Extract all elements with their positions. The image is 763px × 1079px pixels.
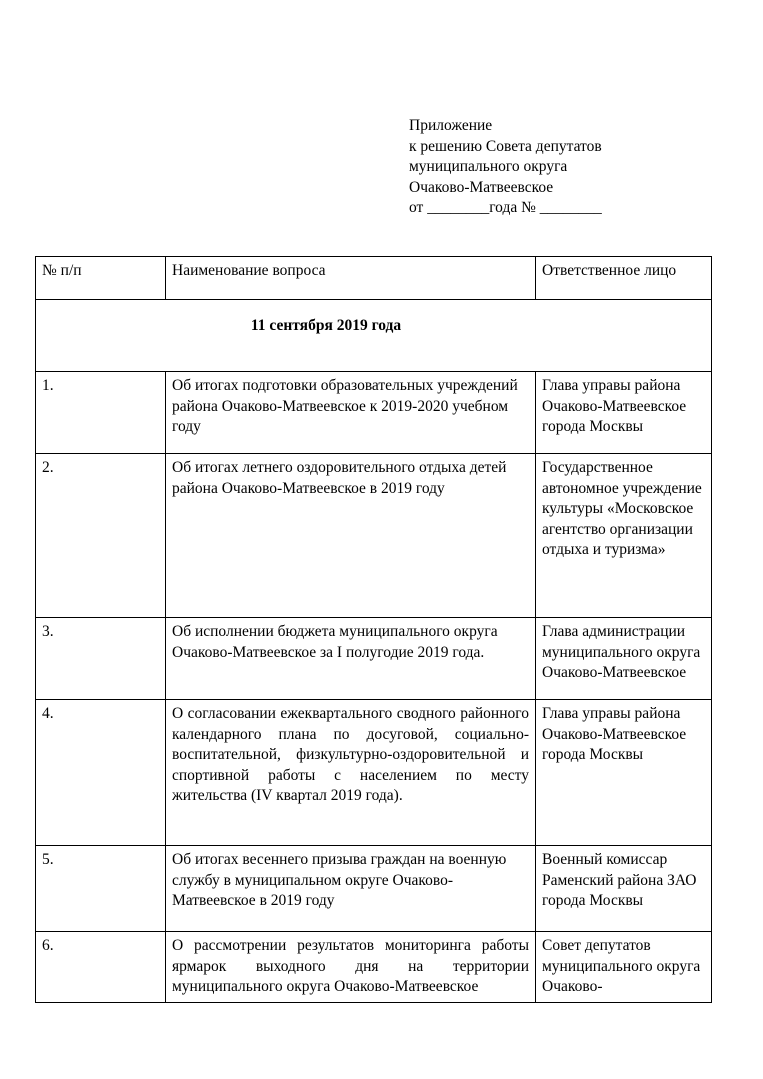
row-number: 6. [36, 932, 166, 1003]
header-line: от ________года № ________ [409, 199, 602, 217]
section-date-cell [36, 300, 712, 372]
row-issue: Об итогах весеннего призыва граждан на военную службу в муниципальном округе Очаково-Матвеевское в 2019 году [166, 846, 536, 932]
table-row [36, 846, 712, 932]
row-responsible: Государственное автономное учреждение культуры «Московское агентство организации отдыха и туризма» [536, 454, 712, 618]
row-issue: Об итогах летнего оздоровительного отдыха детей района Очаково-Матвеевское в 2019 году [166, 454, 536, 618]
row-issue: Об исполнении бюджета муниципального округа Очаково-Матвеевское за I полугодие 2019 года. [166, 618, 536, 700]
header-line: к решению Совета депутатов [409, 137, 602, 155]
table-header-row [36, 257, 712, 300]
table-row [36, 618, 712, 700]
row-number: 2. [36, 454, 166, 618]
row-number: 4. [36, 700, 166, 846]
row-number: 3. [36, 618, 166, 700]
row-issue: Об итогах подготовки образовательных учреждений района Очаково-Матвеевское к 2019-2020 учебном году [166, 372, 536, 454]
agenda-table [35, 256, 711, 1003]
header-line: Приложение [409, 117, 493, 134]
table-row [36, 454, 712, 618]
row-responsible: Глава администрации муниципального округа Очаково-Матвеевское [536, 618, 712, 700]
row-issue: О согласовании ежеквартального сводного районного календарного плана по досуговой, социально-воспитательной, физкультурно-оздоровительной и спортивной работы с населением по месту жительства (IV квартал 2019 года). [166, 700, 536, 846]
row-responsible: Военный комиссар Раменский района ЗАО города Москвы [536, 846, 712, 932]
table-row [36, 932, 712, 1003]
column-header-number [36, 257, 166, 300]
table-row [36, 700, 712, 846]
document-header [409, 116, 602, 219]
column-header-number-text: № п/п [42, 262, 82, 279]
column-header-responsible: Ответственное лицо [536, 257, 712, 300]
header-line: муниципального округа [409, 158, 568, 176]
row-responsible: Совет депутатов муниципального округа Очаково- [536, 932, 712, 1003]
row-responsible: Глава управы района Очаково-Матвеевское города Москвы [536, 372, 712, 454]
row-issue: О рассмотрении результатов мониторинга работы ярмарок выходного дня на территории муниципального округа Очаково-Матвеевское [166, 932, 536, 1003]
row-number: 5. [36, 846, 166, 932]
section-date: 11 сентября 2019 года [250, 317, 402, 334]
column-header-issue: Наименование вопроса [166, 257, 536, 300]
section-date-row [36, 300, 712, 372]
header-line: Очаково-Матвеевское [409, 178, 554, 196]
table-row [36, 372, 712, 454]
row-responsible: Глава управы района Очаково-Матвеевское города Москвы [536, 700, 712, 846]
row-number: 1. [36, 372, 166, 454]
